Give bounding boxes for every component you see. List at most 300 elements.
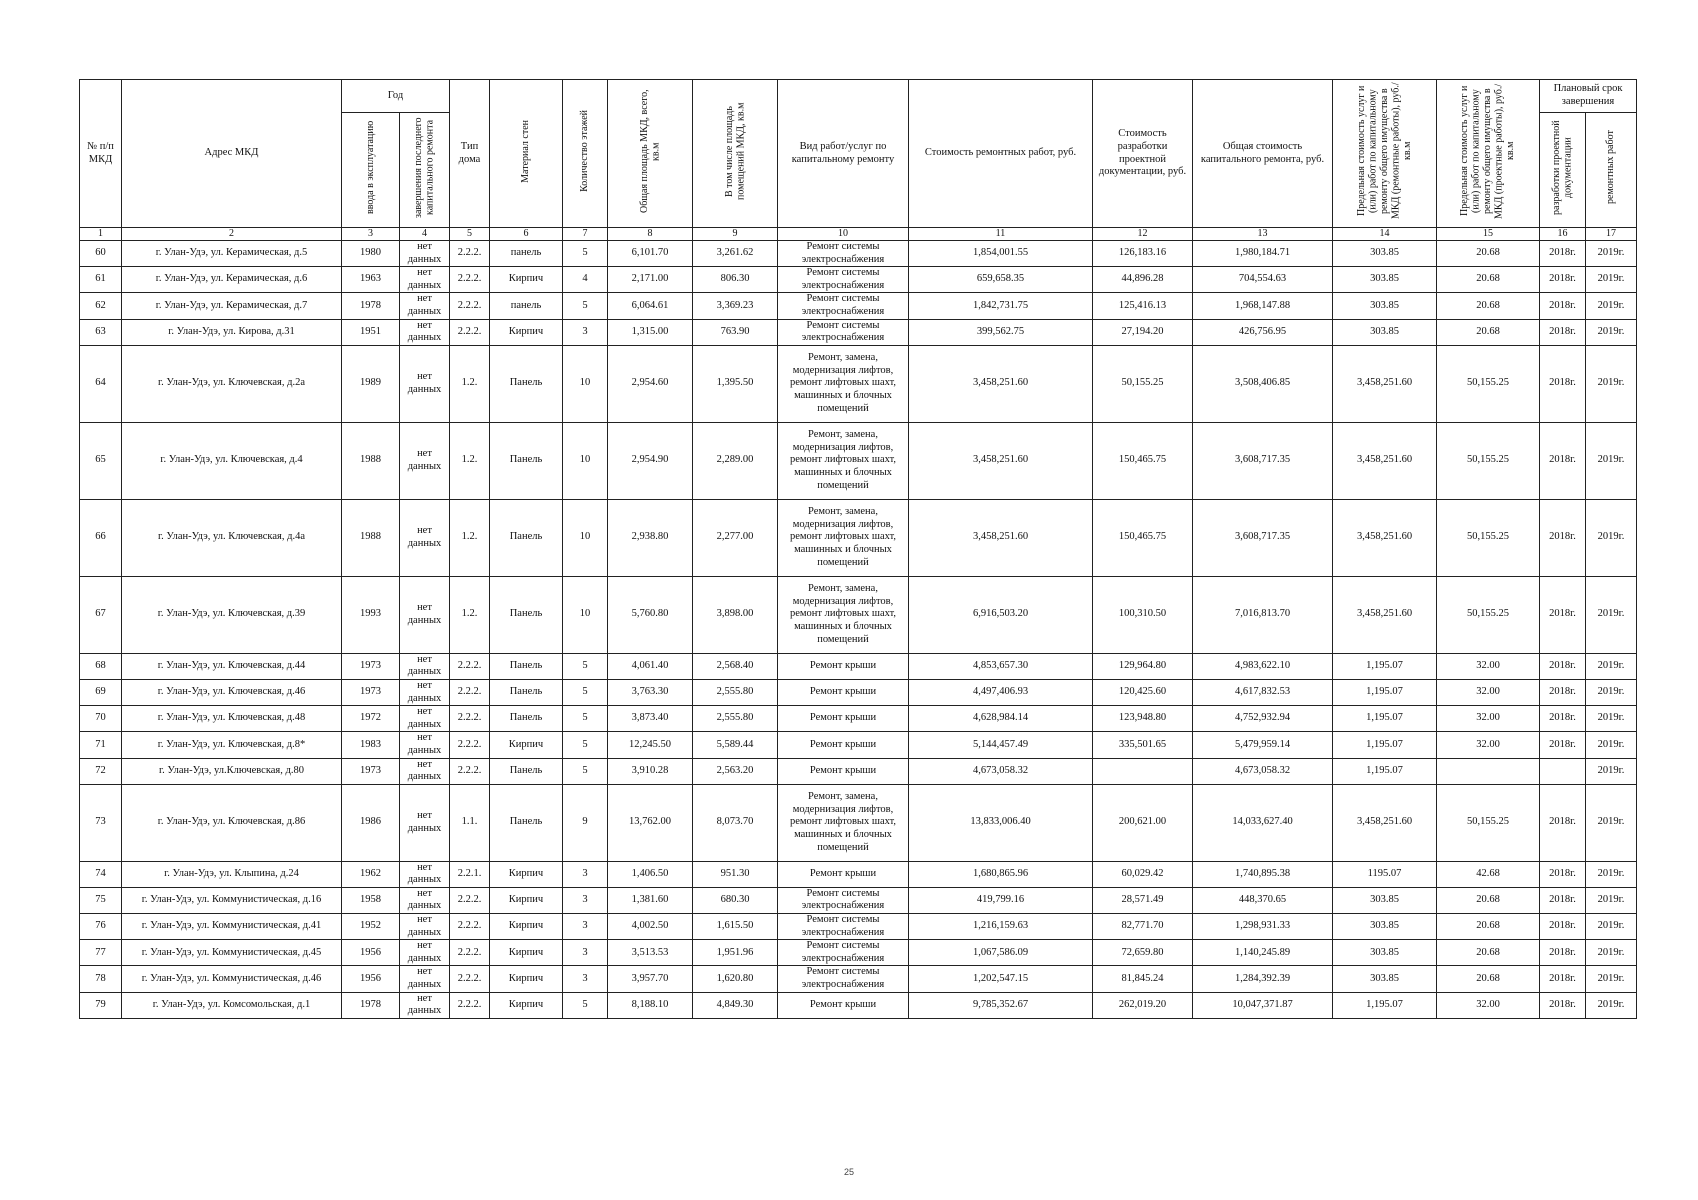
cell-total-area: 2,954.90 — [608, 422, 693, 499]
cell-year-last-repair: нет данных — [400, 653, 450, 679]
cell-deadline-design: 2018г. — [1540, 992, 1586, 1018]
cell-limit-design: 50,155.25 — [1437, 345, 1540, 422]
cell-row-number: 74 — [80, 861, 122, 887]
cell-design-cost: 82,771.70 — [1093, 914, 1193, 940]
cell-design-cost: 126,183.16 — [1093, 241, 1193, 267]
cell-house-type: 1.2. — [450, 576, 490, 653]
cell-repair-cost: 1,854,001.55 — [909, 241, 1093, 267]
cell-work-type: Ремонт системы электроснабжения — [778, 887, 909, 913]
table-row — [80, 345, 1637, 422]
header-year-commission: ввода в эксплуатацию — [342, 113, 400, 228]
cell-deadline-repair: 2019г. — [1586, 576, 1637, 653]
cell-repair-cost: 1,216,159.63 — [909, 914, 1093, 940]
cell-wall-material: Панель — [490, 422, 563, 499]
cell-premises-area: 2,563.20 — [693, 758, 778, 784]
cell-floors: 3 — [563, 887, 608, 913]
repair-register-table — [79, 79, 1637, 1019]
cell-premises-area: 2,555.80 — [693, 706, 778, 732]
cell-deadline-repair: 2019г. — [1586, 732, 1637, 758]
cell-deadline-repair: 2019г. — [1586, 679, 1637, 705]
cell-premises-area: 1,395.50 — [693, 345, 778, 422]
cell-address: г. Улан-Удэ, ул. Керамическая, д.6 — [122, 267, 342, 293]
cell-premises-area: 1,620.80 — [693, 966, 778, 992]
table-row — [80, 861, 1637, 887]
cell-deadline-repair: 2019г. — [1586, 861, 1637, 887]
cell-work-type: Ремонт крыши — [778, 732, 909, 758]
cell-repair-cost: 13,833,006.40 — [909, 784, 1093, 861]
cell-row-number: 72 — [80, 758, 122, 784]
cell-limit-repair: 3,458,251.60 — [1333, 345, 1437, 422]
cell-wall-material: Панель — [490, 784, 563, 861]
cell-repair-cost: 3,458,251.60 — [909, 345, 1093, 422]
cell-year-last-repair: нет данных — [400, 940, 450, 966]
cell-house-type: 2.2.2. — [450, 319, 490, 345]
cell-year-commission: 1956 — [342, 940, 400, 966]
column-number: 15 — [1437, 228, 1540, 241]
cell-row-number: 62 — [80, 293, 122, 319]
cell-address: г. Улан-Удэ, ул. Ключевская, д.46 — [122, 679, 342, 705]
table-row — [80, 267, 1637, 293]
cell-work-type: Ремонт системы электроснабжения — [778, 293, 909, 319]
cell-year-last-repair: нет данных — [400, 679, 450, 705]
cell-work-type: Ремонт системы электроснабжения — [778, 914, 909, 940]
cell-work-type: Ремонт системы электроснабжения — [778, 940, 909, 966]
cell-deadline-repair: 2019г. — [1586, 422, 1637, 499]
header-floors: Количество этажей — [563, 80, 608, 228]
table-row — [80, 319, 1637, 345]
cell-year-commission: 1989 — [342, 345, 400, 422]
cell-limit-repair: 303.85 — [1333, 966, 1437, 992]
cell-house-type: 2.2.2. — [450, 241, 490, 267]
cell-house-type: 2.2.2. — [450, 679, 490, 705]
cell-total-cost: 4,617,832.53 — [1193, 679, 1333, 705]
cell-limit-design: 32.00 — [1437, 679, 1540, 705]
cell-total-cost: 10,047,371.87 — [1193, 992, 1333, 1018]
cell-total-area: 8,188.10 — [608, 992, 693, 1018]
cell-house-type: 2.2.2. — [450, 914, 490, 940]
cell-year-commission: 1986 — [342, 784, 400, 861]
cell-deadline-repair: 2019г. — [1586, 784, 1637, 861]
header-address: Адрес МКД — [122, 80, 342, 228]
cell-deadline-design: 2018г. — [1540, 319, 1586, 345]
cell-deadline-repair: 2019г. — [1586, 940, 1637, 966]
cell-limit-repair: 1195.07 — [1333, 861, 1437, 887]
cell-deadline-design: 2018г. — [1540, 576, 1586, 653]
cell-deadline-design: 2018г. — [1540, 499, 1586, 576]
cell-design-cost: 120,425.60 — [1093, 679, 1193, 705]
cell-total-area: 2,938.80 — [608, 499, 693, 576]
cell-limit-repair: 303.85 — [1333, 293, 1437, 319]
header-limit-design: Предельная стоимость услуг и (или) работ по капитальному ремонту общего имущества в МКД (проектные работы), руб./кв.м — [1437, 80, 1540, 228]
cell-limit-repair: 303.85 — [1333, 914, 1437, 940]
cell-wall-material: Панель — [490, 653, 563, 679]
cell-premises-area: 3,898.00 — [693, 576, 778, 653]
cell-address: г. Улан-Удэ, ул. Ключевская, д.8* — [122, 732, 342, 758]
cell-deadline-design: 2018г. — [1540, 293, 1586, 319]
cell-address: г. Улан-Удэ, ул. Ключевская, д.2а — [122, 345, 342, 422]
table-row — [80, 422, 1637, 499]
cell-repair-cost: 659,658.35 — [909, 267, 1093, 293]
column-number: 5 — [450, 228, 490, 241]
cell-address: г. Улан-Удэ, ул. Кирова, д.31 — [122, 319, 342, 345]
column-number: 7 — [563, 228, 608, 241]
cell-deadline-repair: 2019г. — [1586, 966, 1637, 992]
cell-house-type: 2.2.2. — [450, 966, 490, 992]
cell-work-type: Ремонт, замена, модернизация лифтов, ремонт лифтовых шахт, машинных и блочных помещений — [778, 784, 909, 861]
cell-row-number: 73 — [80, 784, 122, 861]
cell-floors: 3 — [563, 319, 608, 345]
header-deadline-group: Плановый срок завершения — [1540, 80, 1637, 113]
cell-row-number: 61 — [80, 267, 122, 293]
cell-wall-material: Кирпич — [490, 992, 563, 1018]
cell-address: г. Улан-Удэ, ул.Ключевская, д.80 — [122, 758, 342, 784]
cell-address: г. Улан-Удэ, ул. Ключевская, д.48 — [122, 706, 342, 732]
cell-work-type: Ремонт системы электроснабжения — [778, 267, 909, 293]
cell-work-type: Ремонт крыши — [778, 861, 909, 887]
cell-address: г. Улан-Удэ, ул. Ключевская, д.86 — [122, 784, 342, 861]
cell-work-type: Ремонт крыши — [778, 679, 909, 705]
cell-repair-cost: 4,853,657.30 — [909, 653, 1093, 679]
cell-year-last-repair: нет данных — [400, 732, 450, 758]
cell-design-cost: 129,964.80 — [1093, 653, 1193, 679]
cell-limit-design — [1437, 758, 1540, 784]
column-number: 2 — [122, 228, 342, 241]
cell-row-number: 66 — [80, 499, 122, 576]
table-row — [80, 784, 1637, 861]
cell-year-commission: 1978 — [342, 992, 400, 1018]
cell-total-area: 3,957.70 — [608, 966, 693, 992]
column-number: 10 — [778, 228, 909, 241]
cell-floors: 4 — [563, 267, 608, 293]
cell-total-area: 13,762.00 — [608, 784, 693, 861]
cell-year-commission: 1978 — [342, 293, 400, 319]
cell-wall-material: Панель — [490, 576, 563, 653]
cell-limit-repair: 3,458,251.60 — [1333, 422, 1437, 499]
cell-limit-repair: 1,195.07 — [1333, 706, 1437, 732]
cell-total-area: 4,061.40 — [608, 653, 693, 679]
header-wall-material: Материал стен — [490, 80, 563, 228]
cell-design-cost: 200,621.00 — [1093, 784, 1193, 861]
cell-wall-material: Панель — [490, 345, 563, 422]
cell-year-commission: 1958 — [342, 887, 400, 913]
cell-deadline-design: 2018г. — [1540, 679, 1586, 705]
cell-total-cost: 1,968,147.88 — [1193, 293, 1333, 319]
cell-row-number: 68 — [80, 653, 122, 679]
cell-deadline-design — [1540, 758, 1586, 784]
cell-deadline-design: 2018г. — [1540, 267, 1586, 293]
cell-floors: 5 — [563, 706, 608, 732]
cell-design-cost: 50,155.25 — [1093, 345, 1193, 422]
cell-premises-area: 1,615.50 — [693, 914, 778, 940]
cell-work-type: Ремонт, замена, модернизация лифтов, ремонт лифтовых шахт, машинных и блочных помещений — [778, 345, 909, 422]
cell-year-last-repair: нет данных — [400, 422, 450, 499]
cell-design-cost: 81,845.24 — [1093, 966, 1193, 992]
cell-address: г. Улан-Удэ, ул. Клыпина, д.24 — [122, 861, 342, 887]
cell-total-cost: 5,479,959.14 — [1193, 732, 1333, 758]
cell-work-type: Ремонт системы электроснабжения — [778, 319, 909, 345]
column-number: 13 — [1193, 228, 1333, 241]
cell-deadline-repair: 2019г. — [1586, 758, 1637, 784]
cell-address: г. Улан-Удэ, ул. Коммунистическая, д.16 — [122, 887, 342, 913]
cell-year-commission: 1963 — [342, 267, 400, 293]
cell-premises-area: 680.30 — [693, 887, 778, 913]
cell-repair-cost: 5,144,457.49 — [909, 732, 1093, 758]
cell-total-cost: 426,756.95 — [1193, 319, 1333, 345]
cell-total-area: 3,910.28 — [608, 758, 693, 784]
cell-year-last-repair: нет данных — [400, 499, 450, 576]
header-deadline-design: разработки проектной документации — [1540, 113, 1586, 228]
table-row — [80, 966, 1637, 992]
cell-total-area: 1,315.00 — [608, 319, 693, 345]
cell-address: г. Улан-Удэ, ул. Керамическая, д.5 — [122, 241, 342, 267]
cell-deadline-design: 2018г. — [1540, 422, 1586, 499]
column-number: 14 — [1333, 228, 1437, 241]
table-row — [80, 940, 1637, 966]
cell-design-cost: 100,310.50 — [1093, 576, 1193, 653]
cell-deadline-design: 2018г. — [1540, 861, 1586, 887]
cell-design-cost: 125,416.13 — [1093, 293, 1193, 319]
cell-deadline-design: 2018г. — [1540, 653, 1586, 679]
cell-year-commission: 1988 — [342, 422, 400, 499]
cell-repair-cost: 1,067,586.09 — [909, 940, 1093, 966]
cell-wall-material: Кирпич — [490, 966, 563, 992]
cell-limit-design: 20.68 — [1437, 966, 1540, 992]
cell-total-cost: 448,370.65 — [1193, 887, 1333, 913]
cell-house-type: 2.2.2. — [450, 758, 490, 784]
cell-repair-cost: 1,202,547.15 — [909, 966, 1093, 992]
header-house-type: Тип дома — [450, 80, 490, 228]
column-number: 3 — [342, 228, 400, 241]
header-limit-repair: Предельная стоимость услуг и (или) работ по капитальному ремонту общего имущества в МКД (ремонтные работы), руб./кв.м — [1333, 80, 1437, 228]
cell-limit-design: 50,155.25 — [1437, 576, 1540, 653]
cell-limit-repair: 1,195.07 — [1333, 992, 1437, 1018]
cell-row-number: 67 — [80, 576, 122, 653]
cell-house-type: 2.2.2. — [450, 267, 490, 293]
cell-row-number: 64 — [80, 345, 122, 422]
table-row — [80, 914, 1637, 940]
header-deadline-repair: ремонтных работ — [1586, 113, 1637, 228]
cell-work-type: Ремонт системы электроснабжения — [778, 241, 909, 267]
cell-wall-material: Кирпич — [490, 732, 563, 758]
cell-repair-cost: 399,562.75 — [909, 319, 1093, 345]
cell-house-type: 2.2.2. — [450, 992, 490, 1018]
cell-design-cost: 60,029.42 — [1093, 861, 1193, 887]
cell-year-commission: 1951 — [342, 319, 400, 345]
cell-row-number: 65 — [80, 422, 122, 499]
cell-year-commission: 1988 — [342, 499, 400, 576]
cell-limit-repair: 303.85 — [1333, 940, 1437, 966]
cell-wall-material: Панель — [490, 499, 563, 576]
cell-row-number: 78 — [80, 966, 122, 992]
cell-limit-design: 32.00 — [1437, 992, 1540, 1018]
cell-deadline-repair: 2019г. — [1586, 992, 1637, 1018]
cell-year-last-repair: нет данных — [400, 345, 450, 422]
cell-house-type: 2.2.1. — [450, 861, 490, 887]
cell-year-last-repair: нет данных — [400, 706, 450, 732]
table-row — [80, 576, 1637, 653]
table-row — [80, 732, 1637, 758]
table-row — [80, 499, 1637, 576]
cell-premises-area: 806.30 — [693, 267, 778, 293]
cell-total-area: 6,064.61 — [608, 293, 693, 319]
column-number: 11 — [909, 228, 1093, 241]
cell-work-type: Ремонт крыши — [778, 758, 909, 784]
header-repair-cost: Стоимость ремонтных работ, руб. — [909, 80, 1093, 228]
cell-floors: 5 — [563, 679, 608, 705]
cell-year-last-repair: нет данных — [400, 267, 450, 293]
cell-floors: 5 — [563, 653, 608, 679]
cell-year-commission: 1962 — [342, 861, 400, 887]
cell-premises-area: 2,277.00 — [693, 499, 778, 576]
cell-limit-design: 20.68 — [1437, 887, 1540, 913]
cell-limit-design: 20.68 — [1437, 914, 1540, 940]
cell-floors: 9 — [563, 784, 608, 861]
table-row — [80, 887, 1637, 913]
cell-total-cost: 4,752,932.94 — [1193, 706, 1333, 732]
cell-repair-cost: 3,458,251.60 — [909, 499, 1093, 576]
cell-limit-repair: 303.85 — [1333, 241, 1437, 267]
cell-work-type: Ремонт крыши — [778, 992, 909, 1018]
cell-house-type: 2.2.2. — [450, 940, 490, 966]
cell-design-cost — [1093, 758, 1193, 784]
cell-year-last-repair: нет данных — [400, 576, 450, 653]
cell-wall-material: панель — [490, 241, 563, 267]
cell-premises-area: 3,369.23 — [693, 293, 778, 319]
cell-deadline-repair: 2019г. — [1586, 706, 1637, 732]
cell-limit-design: 32.00 — [1437, 653, 1540, 679]
cell-deadline-repair: 2019г. — [1586, 653, 1637, 679]
cell-deadline-repair: 2019г. — [1586, 267, 1637, 293]
column-number: 6 — [490, 228, 563, 241]
column-number: 17 — [1586, 228, 1637, 241]
cell-total-area: 3,513.53 — [608, 940, 693, 966]
cell-deadline-design: 2018г. — [1540, 940, 1586, 966]
cell-wall-material: Кирпич — [490, 887, 563, 913]
cell-house-type: 2.2.2. — [450, 732, 490, 758]
cell-year-last-repair: нет данных — [400, 861, 450, 887]
cell-floors: 10 — [563, 499, 608, 576]
cell-floors: 5 — [563, 241, 608, 267]
cell-total-area: 5,760.80 — [608, 576, 693, 653]
cell-limit-design: 50,155.25 — [1437, 422, 1540, 499]
cell-floors: 3 — [563, 861, 608, 887]
column-number: 16 — [1540, 228, 1586, 241]
cell-address: г. Улан-Удэ, ул. Ключевская, д.4 — [122, 422, 342, 499]
header-premises-area: В том числе площадь помещений МКД, кв.м — [693, 80, 778, 228]
cell-design-cost: 262,019.20 — [1093, 992, 1193, 1018]
cell-limit-repair: 3,458,251.60 — [1333, 576, 1437, 653]
table-row — [80, 653, 1637, 679]
cell-design-cost: 123,948.80 — [1093, 706, 1193, 732]
cell-address: г. Улан-Удэ, ул. Комсомольская, д.1 — [122, 992, 342, 1018]
cell-year-last-repair: нет данных — [400, 293, 450, 319]
cell-address: г. Улан-Удэ, ул. Ключевская, д.44 — [122, 653, 342, 679]
column-number: 12 — [1093, 228, 1193, 241]
cell-deadline-design: 2018г. — [1540, 887, 1586, 913]
cell-wall-material: Панель — [490, 706, 563, 732]
cell-premises-area: 2,289.00 — [693, 422, 778, 499]
column-number: 1 — [80, 228, 122, 241]
cell-design-cost: 150,465.75 — [1093, 499, 1193, 576]
cell-premises-area: 2,555.80 — [693, 679, 778, 705]
table-row — [80, 992, 1637, 1018]
cell-year-commission: 1973 — [342, 758, 400, 784]
cell-total-area: 2,171.00 — [608, 267, 693, 293]
cell-year-commission: 1980 — [342, 241, 400, 267]
cell-total-area: 3,763.30 — [608, 679, 693, 705]
cell-design-cost: 28,571.49 — [1093, 887, 1193, 913]
cell-year-commission: 1956 — [342, 966, 400, 992]
cell-work-type: Ремонт крыши — [778, 706, 909, 732]
cell-limit-repair: 3,458,251.60 — [1333, 499, 1437, 576]
column-number: 4 — [400, 228, 450, 241]
cell-repair-cost: 4,497,406.93 — [909, 679, 1093, 705]
cell-address: г. Улан-Удэ, ул. Коммунистическая, д.41 — [122, 914, 342, 940]
cell-total-area: 2,954.60 — [608, 345, 693, 422]
cell-row-number: 79 — [80, 992, 122, 1018]
cell-repair-cost: 1,680,865.96 — [909, 861, 1093, 887]
cell-repair-cost: 6,916,503.20 — [909, 576, 1093, 653]
cell-total-area: 1,406.50 — [608, 861, 693, 887]
cell-repair-cost: 1,842,731.75 — [909, 293, 1093, 319]
cell-work-type: Ремонт, замена, модернизация лифтов, ремонт лифтовых шахт, машинных и блочных помещений — [778, 499, 909, 576]
cell-premises-area: 2,568.40 — [693, 653, 778, 679]
cell-wall-material: Кирпич — [490, 940, 563, 966]
cell-deadline-repair: 2019г. — [1586, 241, 1637, 267]
cell-address: г. Улан-Удэ, ул. Ключевская, д.39 — [122, 576, 342, 653]
cell-total-cost: 14,033,627.40 — [1193, 784, 1333, 861]
cell-year-commission: 1973 — [342, 679, 400, 705]
header-n: № п/п МКД — [80, 80, 122, 228]
cell-total-area: 3,873.40 — [608, 706, 693, 732]
cell-year-last-repair: нет данных — [400, 241, 450, 267]
cell-row-number: 69 — [80, 679, 122, 705]
cell-floors: 3 — [563, 966, 608, 992]
cell-address: г. Улан-Удэ, ул. Керамическая, д.7 — [122, 293, 342, 319]
cell-house-type: 1.2. — [450, 499, 490, 576]
cell-house-type: 1.2. — [450, 422, 490, 499]
cell-repair-cost: 4,673,058.32 — [909, 758, 1093, 784]
cell-floors: 5 — [563, 732, 608, 758]
cell-deadline-repair: 2019г. — [1586, 887, 1637, 913]
cell-design-cost: 27,194.20 — [1093, 319, 1193, 345]
cell-wall-material: Панель — [490, 679, 563, 705]
cell-limit-design: 20.68 — [1437, 241, 1540, 267]
cell-deadline-design: 2018г. — [1540, 914, 1586, 940]
cell-limit-repair: 1,195.07 — [1333, 732, 1437, 758]
cell-year-commission: 1983 — [342, 732, 400, 758]
cell-deadline-design: 2018г. — [1540, 706, 1586, 732]
cell-limit-design: 32.00 — [1437, 732, 1540, 758]
cell-total-cost: 1,980,184.71 — [1193, 241, 1333, 267]
cell-limit-repair: 3,458,251.60 — [1333, 784, 1437, 861]
cell-work-type: Ремонт, замена, модернизация лифтов, ремонт лифтовых шахт, машинных и блочных помещений — [778, 576, 909, 653]
cell-year-last-repair: нет данных — [400, 887, 450, 913]
cell-year-commission: 1972 — [342, 706, 400, 732]
cell-limit-repair: 303.85 — [1333, 319, 1437, 345]
cell-row-number: 76 — [80, 914, 122, 940]
cell-total-cost: 3,508,406.85 — [1193, 345, 1333, 422]
cell-house-type: 1.2. — [450, 345, 490, 422]
cell-deadline-repair: 2019г. — [1586, 319, 1637, 345]
cell-total-cost: 704,554.63 — [1193, 267, 1333, 293]
cell-floors: 5 — [563, 992, 608, 1018]
cell-total-cost: 1,298,931.33 — [1193, 914, 1333, 940]
cell-year-commission: 1993 — [342, 576, 400, 653]
cell-limit-design: 20.68 — [1437, 293, 1540, 319]
cell-wall-material: Кирпич — [490, 319, 563, 345]
header-year-last-repair: завершения последнего капитального ремонта — [400, 113, 450, 228]
